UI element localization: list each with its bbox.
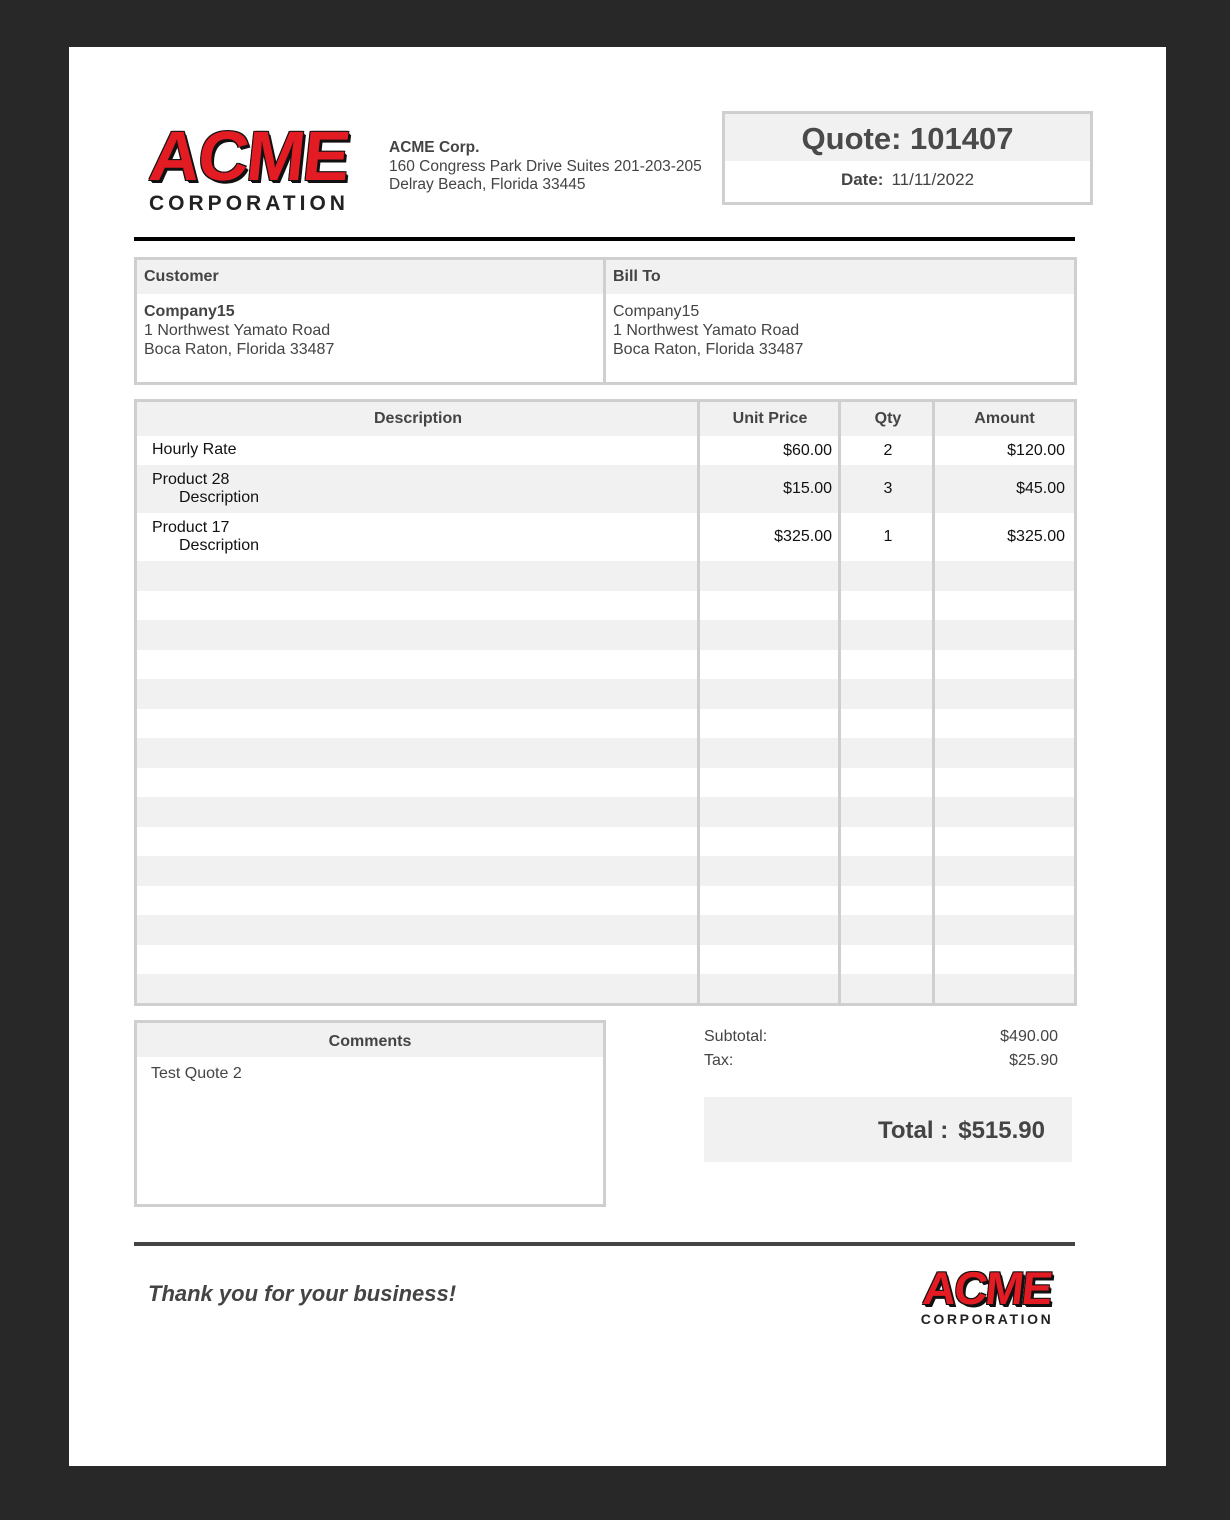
item-name: Product 17 [152, 519, 230, 536]
item-amount: $325.00 [1007, 528, 1065, 545]
column-divider [838, 402, 841, 1003]
item-qty: 2 [883, 441, 893, 459]
item-description [137, 465, 699, 513]
bill-to-name: Company15 [613, 303, 700, 320]
logo-mark: ACME [920, 1262, 1054, 1314]
item-amount: $120.00 [1007, 441, 1065, 459]
quote-number: Quote: 101407 [725, 114, 1090, 161]
item-description [137, 513, 699, 561]
quote-box [722, 111, 1093, 205]
item-description [137, 436, 699, 465]
item-qty: 1 [883, 528, 893, 545]
tax-value: $25.90 [1009, 1052, 1058, 1069]
customer-address-line1: 1 Northwest Yamato Road [144, 322, 331, 339]
subtotal-value: $490.00 [1000, 1028, 1058, 1045]
comments-heading: Comments [137, 1023, 603, 1057]
tax-row [704, 1049, 1058, 1073]
comments-box [134, 1020, 606, 1207]
item-name: Product 28 [152, 471, 230, 488]
column-header-description: Description [373, 410, 462, 427]
item-amount: $45.00 [1016, 480, 1065, 497]
column-divider [932, 402, 935, 1003]
subtotal-row [704, 1025, 1058, 1049]
logo-mark: ACME [145, 117, 353, 195]
thank-you-message: Thank you for your business! [148, 1281, 457, 1306]
quote-date [725, 161, 1090, 199]
total-label: Total : [878, 1117, 949, 1144]
company-info [389, 139, 702, 195]
column-header-qty: Qty [874, 410, 902, 427]
bill-to-box [603, 257, 1077, 385]
header-divider [134, 237, 1075, 241]
totals-summary [704, 1025, 1058, 1073]
tax-label: Tax: [704, 1052, 734, 1069]
item-name: Hourly Rate [152, 441, 237, 458]
total-box [704, 1097, 1072, 1162]
bill-to-heading: Bill To [606, 260, 1074, 294]
company-address-line1: 160 Congress Park Drive Suites 201-203-205 [389, 157, 702, 175]
quote-date-label: Date: [840, 170, 884, 189]
company-address-line2: Delray Beach, Florida 33445 [389, 176, 586, 193]
item-unit-price: $60.00 [783, 441, 832, 459]
footer-divider [134, 1242, 1075, 1246]
acme-logo [136, 117, 362, 215]
column-header-amount: Amount [974, 410, 1035, 427]
column-divider [697, 402, 700, 1003]
item-unit-price: $15.00 [783, 480, 832, 497]
customer-name: Company15 [144, 303, 235, 320]
company-name: ACME Corp. [389, 139, 480, 156]
bill-to-address-line2: Boca Raton, Florida 33487 [613, 341, 804, 358]
quote-document [69, 47, 1166, 1466]
logo-subtitle: CORPORATION [920, 1311, 1054, 1327]
bill-to-address-line1: 1 Northwest Yamato Road [613, 322, 800, 339]
logo-subtitle: CORPORATION [149, 192, 349, 215]
total-value: $515.90 [958, 1117, 1045, 1144]
bill-to-address [606, 294, 1074, 359]
quote-date-value: 11/11/2022 [891, 170, 975, 189]
item-unit-price: $325.00 [774, 528, 832, 545]
customer-heading: Customer [137, 260, 603, 294]
line-items-table [134, 399, 1077, 1006]
customer-address [137, 294, 603, 359]
item-qty: 3 [883, 480, 893, 497]
acme-logo-footer [914, 1262, 1060, 1327]
column-header-unit-price: Unit Price [732, 410, 808, 427]
customer-address-line2: Boca Raton, Florida 33487 [144, 341, 335, 358]
customer-box [134, 257, 606, 385]
subtotal-label: Subtotal: [704, 1028, 768, 1045]
item-detail: Description [179, 489, 260, 506]
item-detail: Description [179, 537, 260, 554]
comments-text: Test Quote 2 [151, 1065, 242, 1082]
